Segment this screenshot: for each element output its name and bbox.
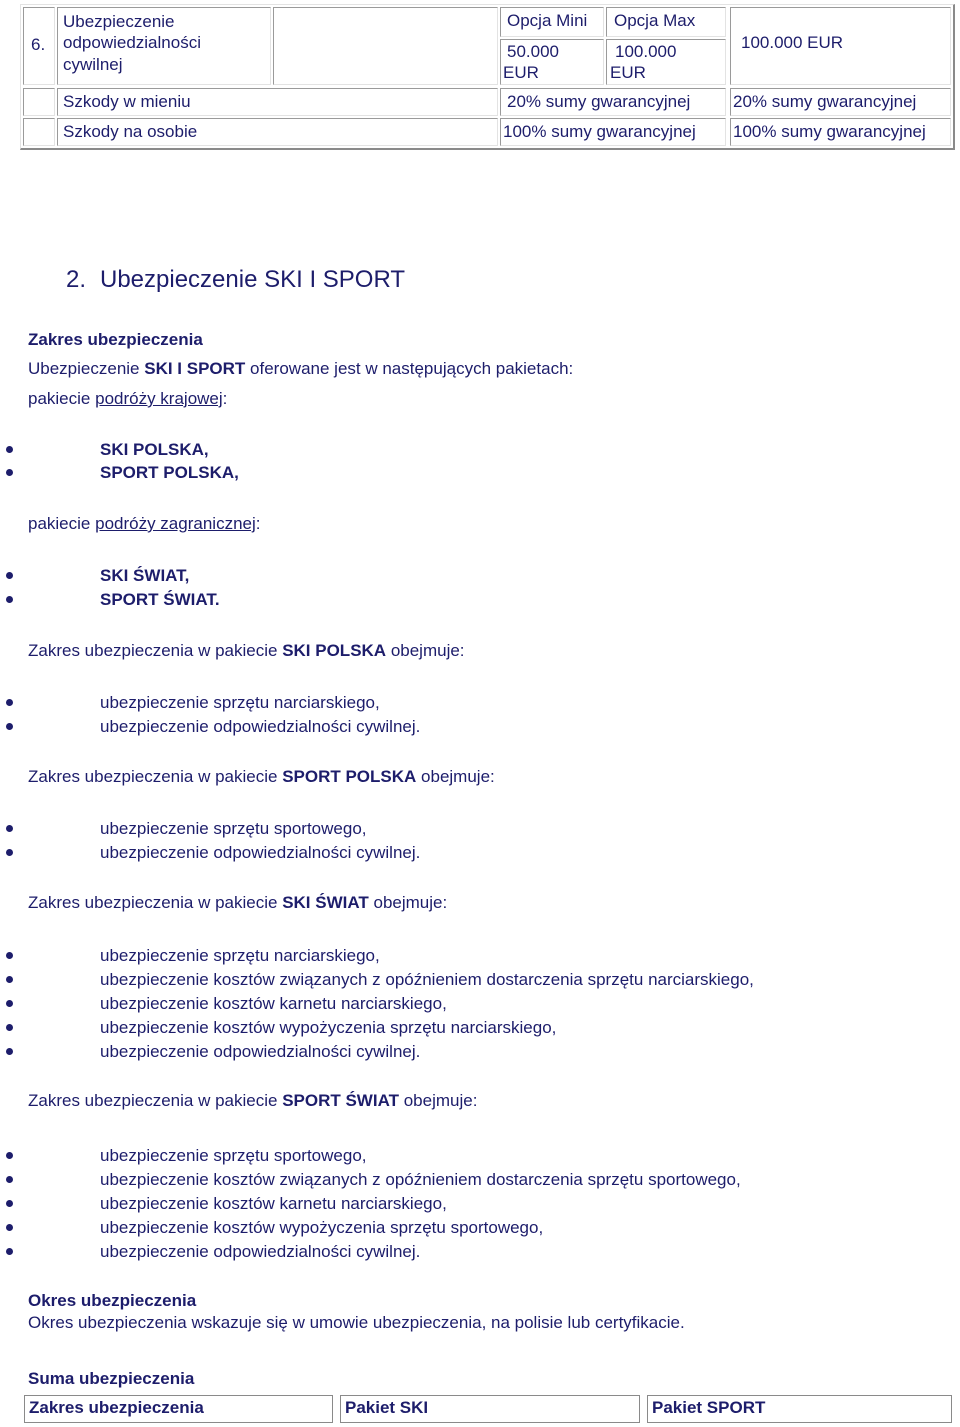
bullet-icon — [6, 469, 13, 476]
table-row-2-marker — [23, 118, 55, 146]
list-item: ubezpieczenie odpowiedzialności cywilnej. — [100, 1042, 421, 1061]
sum-table-header-scope: Zakres ubezpieczenia — [24, 1395, 333, 1423]
max-amount-line-2: EUR — [610, 63, 646, 82]
foreign-a: pakiecie — [28, 514, 96, 533]
list-item: ubezpieczenie sprzętu narciarskiego, — [100, 946, 380, 965]
list-item: ubezpieczenie sprzętu sportowego, — [100, 1146, 367, 1165]
mini-amount-line-1: 50.000 — [507, 42, 559, 61]
list-item: SKI ŚWIAT, — [100, 566, 190, 585]
list-item: ubezpieczenie kosztów wypożyczenia sprzętu sportowego, — [100, 1218, 544, 1237]
section-title: Ubezpieczenie SKI I SPORT — [100, 266, 406, 293]
package-heading-post: obejmuje: — [386, 641, 465, 660]
row-2-col1: 100% sumy gwarancyjnej — [503, 122, 696, 141]
bullet-icon — [6, 446, 13, 453]
package-name: SKI ŚWIAT — [282, 893, 369, 912]
package-heading — [28, 641, 465, 661]
bullet-icon — [6, 952, 13, 959]
package-heading — [28, 1091, 477, 1111]
row-2-col2: 100% sumy gwarancyjnej — [733, 122, 926, 141]
list-item: SPORT POLSKA, — [100, 463, 239, 482]
package-heading — [28, 893, 447, 913]
bullet-icon — [6, 1048, 13, 1055]
package-name: SPORT POLSKA — [282, 767, 417, 786]
list-item: ubezpieczenie kosztów wypożyczenia sprzętu narciarskiego, — [100, 1018, 557, 1037]
package-heading-pre: Zakres ubezpieczenia w pakiecie — [28, 893, 283, 912]
table-row-1-marker — [23, 88, 55, 116]
package-heading-post: obejmuje: — [368, 893, 448, 912]
section-number: 2. — [66, 266, 87, 293]
bullet-icon — [6, 723, 13, 730]
sum-table-header-ski: Pakiet SKI — [340, 1395, 640, 1423]
period-text: Okres ubezpieczenia wskazuje się w umowie ubezpieczenia, na polisie lub certyfikacie. — [28, 1313, 685, 1332]
bullet-icon — [6, 596, 13, 603]
list-item: SPORT ŚWIAT. — [100, 590, 220, 609]
bullet-icon — [6, 572, 13, 579]
intro-text-b: SKI I SPORT — [144, 359, 246, 378]
list-item: ubezpieczenie kosztów związanych z opóźnieniem dostarczenia sprzętu sportowego, — [100, 1170, 741, 1189]
foreign-b: podróży zagranicznej — [95, 514, 256, 533]
bullet-icon — [6, 1024, 13, 1031]
row-2-label: Szkody na osobie — [63, 122, 198, 141]
bullet-icon — [6, 1152, 13, 1159]
package-heading-post: obejmuje: — [398, 1091, 478, 1110]
max-amount-line-1: 100.000 — [615, 42, 677, 61]
bullet-icon — [6, 849, 13, 856]
bullet-icon — [6, 1224, 13, 1231]
right-amount: 100.000 EUR — [741, 33, 844, 52]
intro-paragraph — [28, 359, 573, 379]
title-line-2: odpowiedzialności — [63, 33, 201, 52]
row-1-label: Szkody w mieniu — [63, 92, 191, 111]
intro-text-c: oferowane jest w następujących pakietach: — [245, 359, 574, 378]
row-1-col2: 20% sumy gwarancyjnej — [733, 92, 917, 111]
package-heading-post: obejmuje: — [416, 767, 495, 786]
domestic-b: podróży krajowej — [95, 389, 223, 408]
title-line-3: cywilnej — [63, 55, 123, 74]
list-item: ubezpieczenie kosztów związanych z opóźnieniem dostarczenia sprzętu narciarskiego, — [100, 970, 754, 989]
period-heading: Okres ubezpieczenia — [28, 1291, 197, 1310]
row-number: 6. — [31, 35, 46, 54]
bullet-icon — [6, 1200, 13, 1207]
domestic-a: pakiecie — [28, 389, 96, 408]
list-item: ubezpieczenie sprzętu narciarskiego, — [100, 693, 380, 712]
package-name: SKI POLSKA — [282, 641, 387, 660]
scope-heading: Zakres ubezpieczenia — [28, 330, 203, 349]
sum-heading: Suma ubezpieczenia — [28, 1369, 195, 1388]
bullet-icon — [6, 976, 13, 983]
list-item: SKI POLSKA, — [100, 440, 209, 459]
list-item: ubezpieczenie sprzętu sportowego, — [100, 819, 367, 838]
package-heading — [28, 767, 495, 787]
foreign-line — [28, 514, 261, 534]
bullet-icon — [6, 1248, 13, 1255]
package-heading-pre: Zakres ubezpieczenia w pakiecie — [28, 767, 283, 786]
bullet-icon — [6, 825, 13, 832]
row-1-col1: 20% sumy gwarancyjnej — [507, 92, 691, 111]
option-max-label: Opcja Max — [614, 11, 696, 30]
list-item: ubezpieczenie kosztów karnetu narciarskiego, — [100, 1194, 447, 1213]
list-item: ubezpieczenie odpowiedzialności cywilnej. — [100, 717, 421, 736]
domestic-c: : — [222, 389, 228, 408]
title-line-1: Ubezpieczenie — [63, 12, 175, 31]
mini-amount-line-2: EUR — [503, 63, 539, 82]
foreign-c: : — [255, 514, 261, 533]
package-name: SPORT ŚWIAT — [282, 1091, 399, 1110]
table-cell-blank — [273, 7, 498, 85]
list-item: ubezpieczenie odpowiedzialności cywilnej. — [100, 843, 421, 862]
list-item: ubezpieczenie odpowiedzialności cywilnej. — [100, 1242, 421, 1261]
bullet-icon — [6, 1176, 13, 1183]
package-heading-pre: Zakres ubezpieczenia w pakiecie — [28, 1091, 283, 1110]
sum-table-header-sport: Pakiet SPORT — [647, 1395, 952, 1423]
bullet-icon — [6, 1000, 13, 1007]
package-heading-pre: Zakres ubezpieczenia w pakiecie — [28, 641, 283, 660]
option-mini-label: Opcja Mini — [507, 11, 588, 30]
bullet-icon — [6, 699, 13, 706]
intro-text-a: Ubezpieczenie — [28, 359, 145, 378]
domestic-line — [28, 389, 227, 409]
list-item: ubezpieczenie kosztów karnetu narciarskiego, — [100, 994, 447, 1013]
